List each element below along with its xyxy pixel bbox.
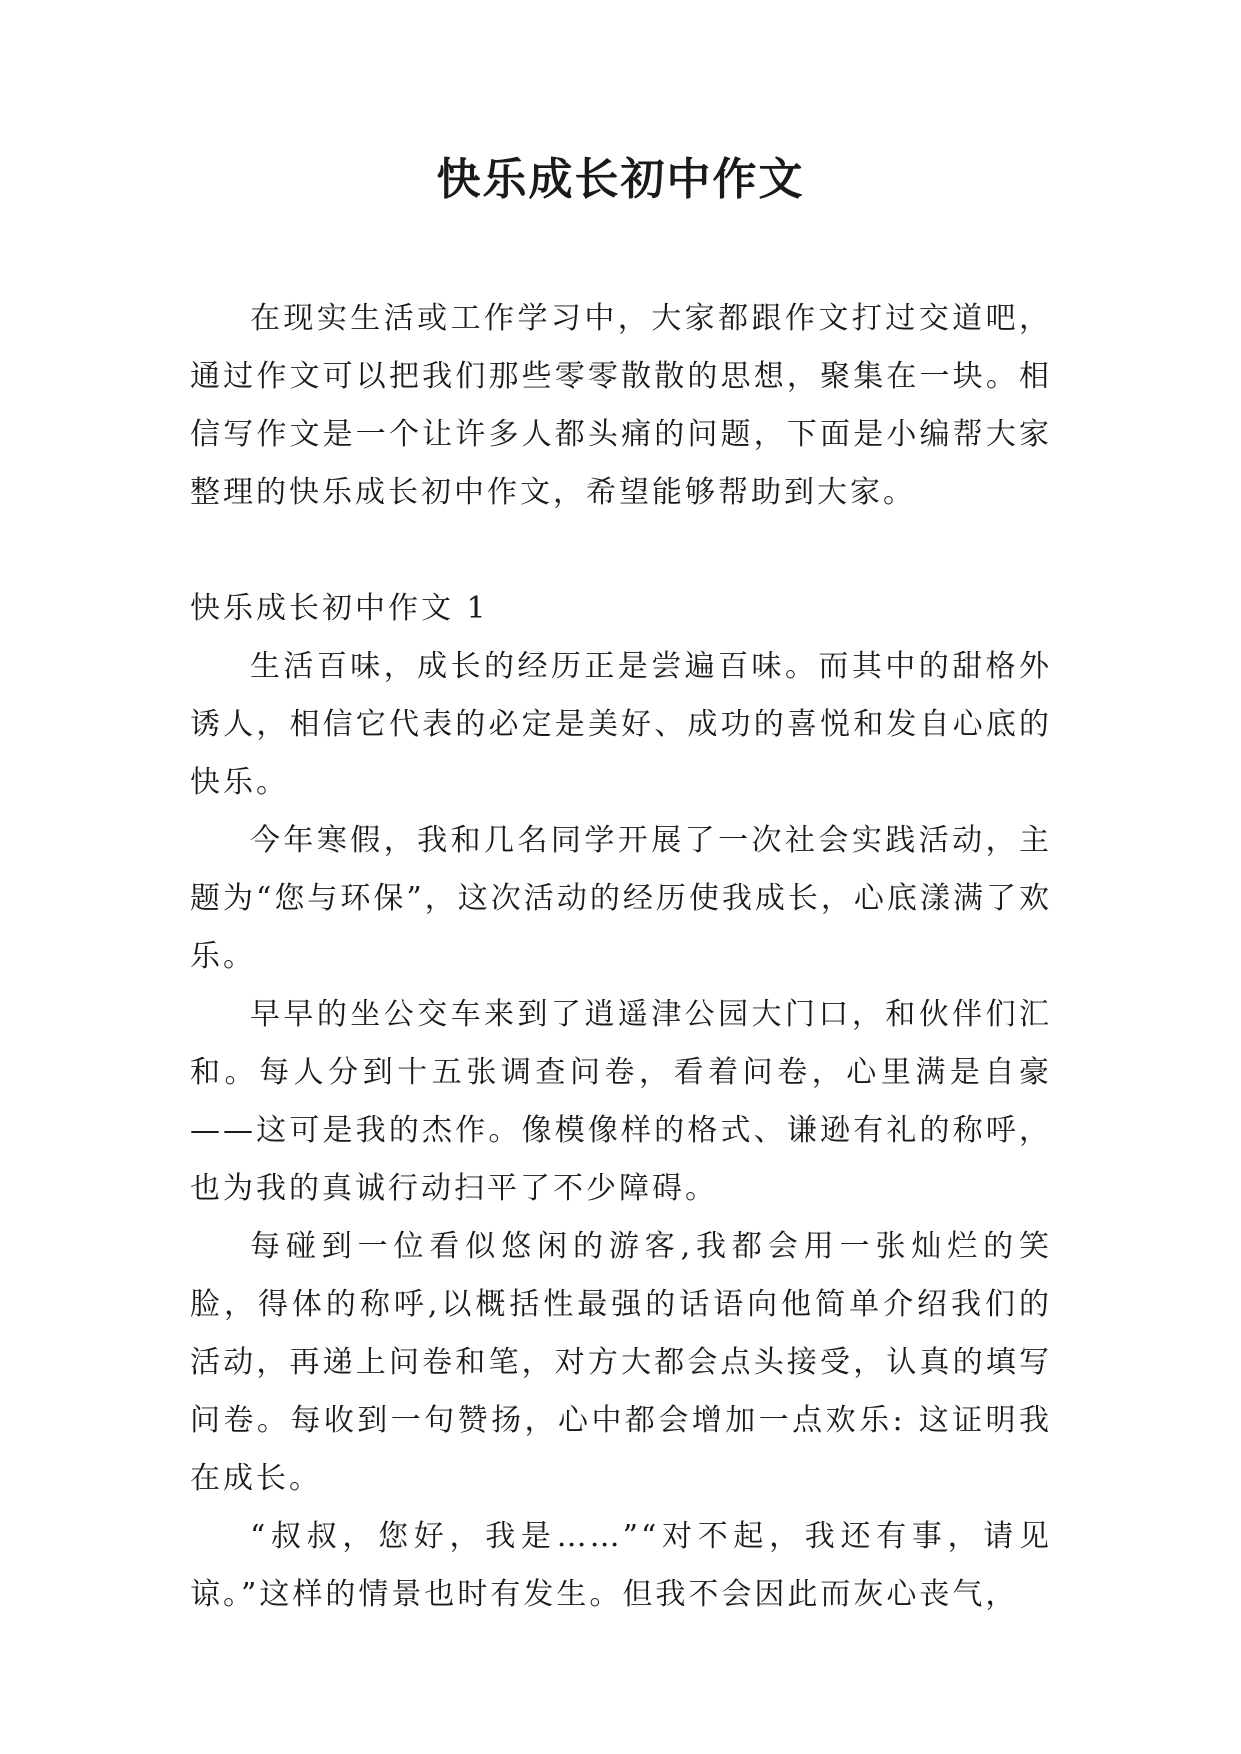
intro-paragraph: 在现实生活或工作学习中，大家都跟作文打过交道吧，通过作文可以把我们那些零零散散的思想，聚集在一块。相信写作文是一个让许多人都头痛的问题，下面是小编帮大家整理的快乐成长初中作文，希望能够帮助到大家。 [190, 301, 1052, 510]
body-paragraph: 每碰到一位看似悠闲的游客,我都会用一张灿烂的笑脸，得体的称呼,以概括性最强的话语向他简单介绍我们的活动，再递上问卷和笔，对方大都会点头接受，认真的填写问卷。每收到一句赞扬，心中都会增加一点欢乐: 这证明我在成长。 [190, 1229, 1052, 1496]
body-paragraph: “叔叔，您好，我是……”“对不起，我还有事，请见谅。”这样的情景也时有发生。但我不会因此而灰心丧气， [190, 1519, 1052, 1612]
document-body [190, 290, 1052, 1624]
body-paragraph: 早早的坐公交车来到了逍遥津公园大门口，和伙伴们汇和。每人分到十五张调查问卷，看着问卷，心里满是自豪——这可是我的杰作。像模像样的格式、谦逊有礼的称呼，也为我的真诚行动扫平了不少障碍。 [190, 997, 1052, 1206]
document-title: 快乐成长初中作文 [436, 154, 805, 205]
section-heading: 快乐成长初中作文 1 [190, 591, 489, 626]
body-paragraph: 生活百味，成长的经历正是尝遍百味。而其中的甜格外诱人，相信它代表的必定是美好、成功的喜悦和发自心底的快乐。 [190, 649, 1052, 800]
body-paragraph: 今年寒假，我和几名同学开展了一次社会实践活动，主题为“您与环保”，这次活动的经历使我成长，心底漾满了欢乐。 [190, 823, 1052, 974]
